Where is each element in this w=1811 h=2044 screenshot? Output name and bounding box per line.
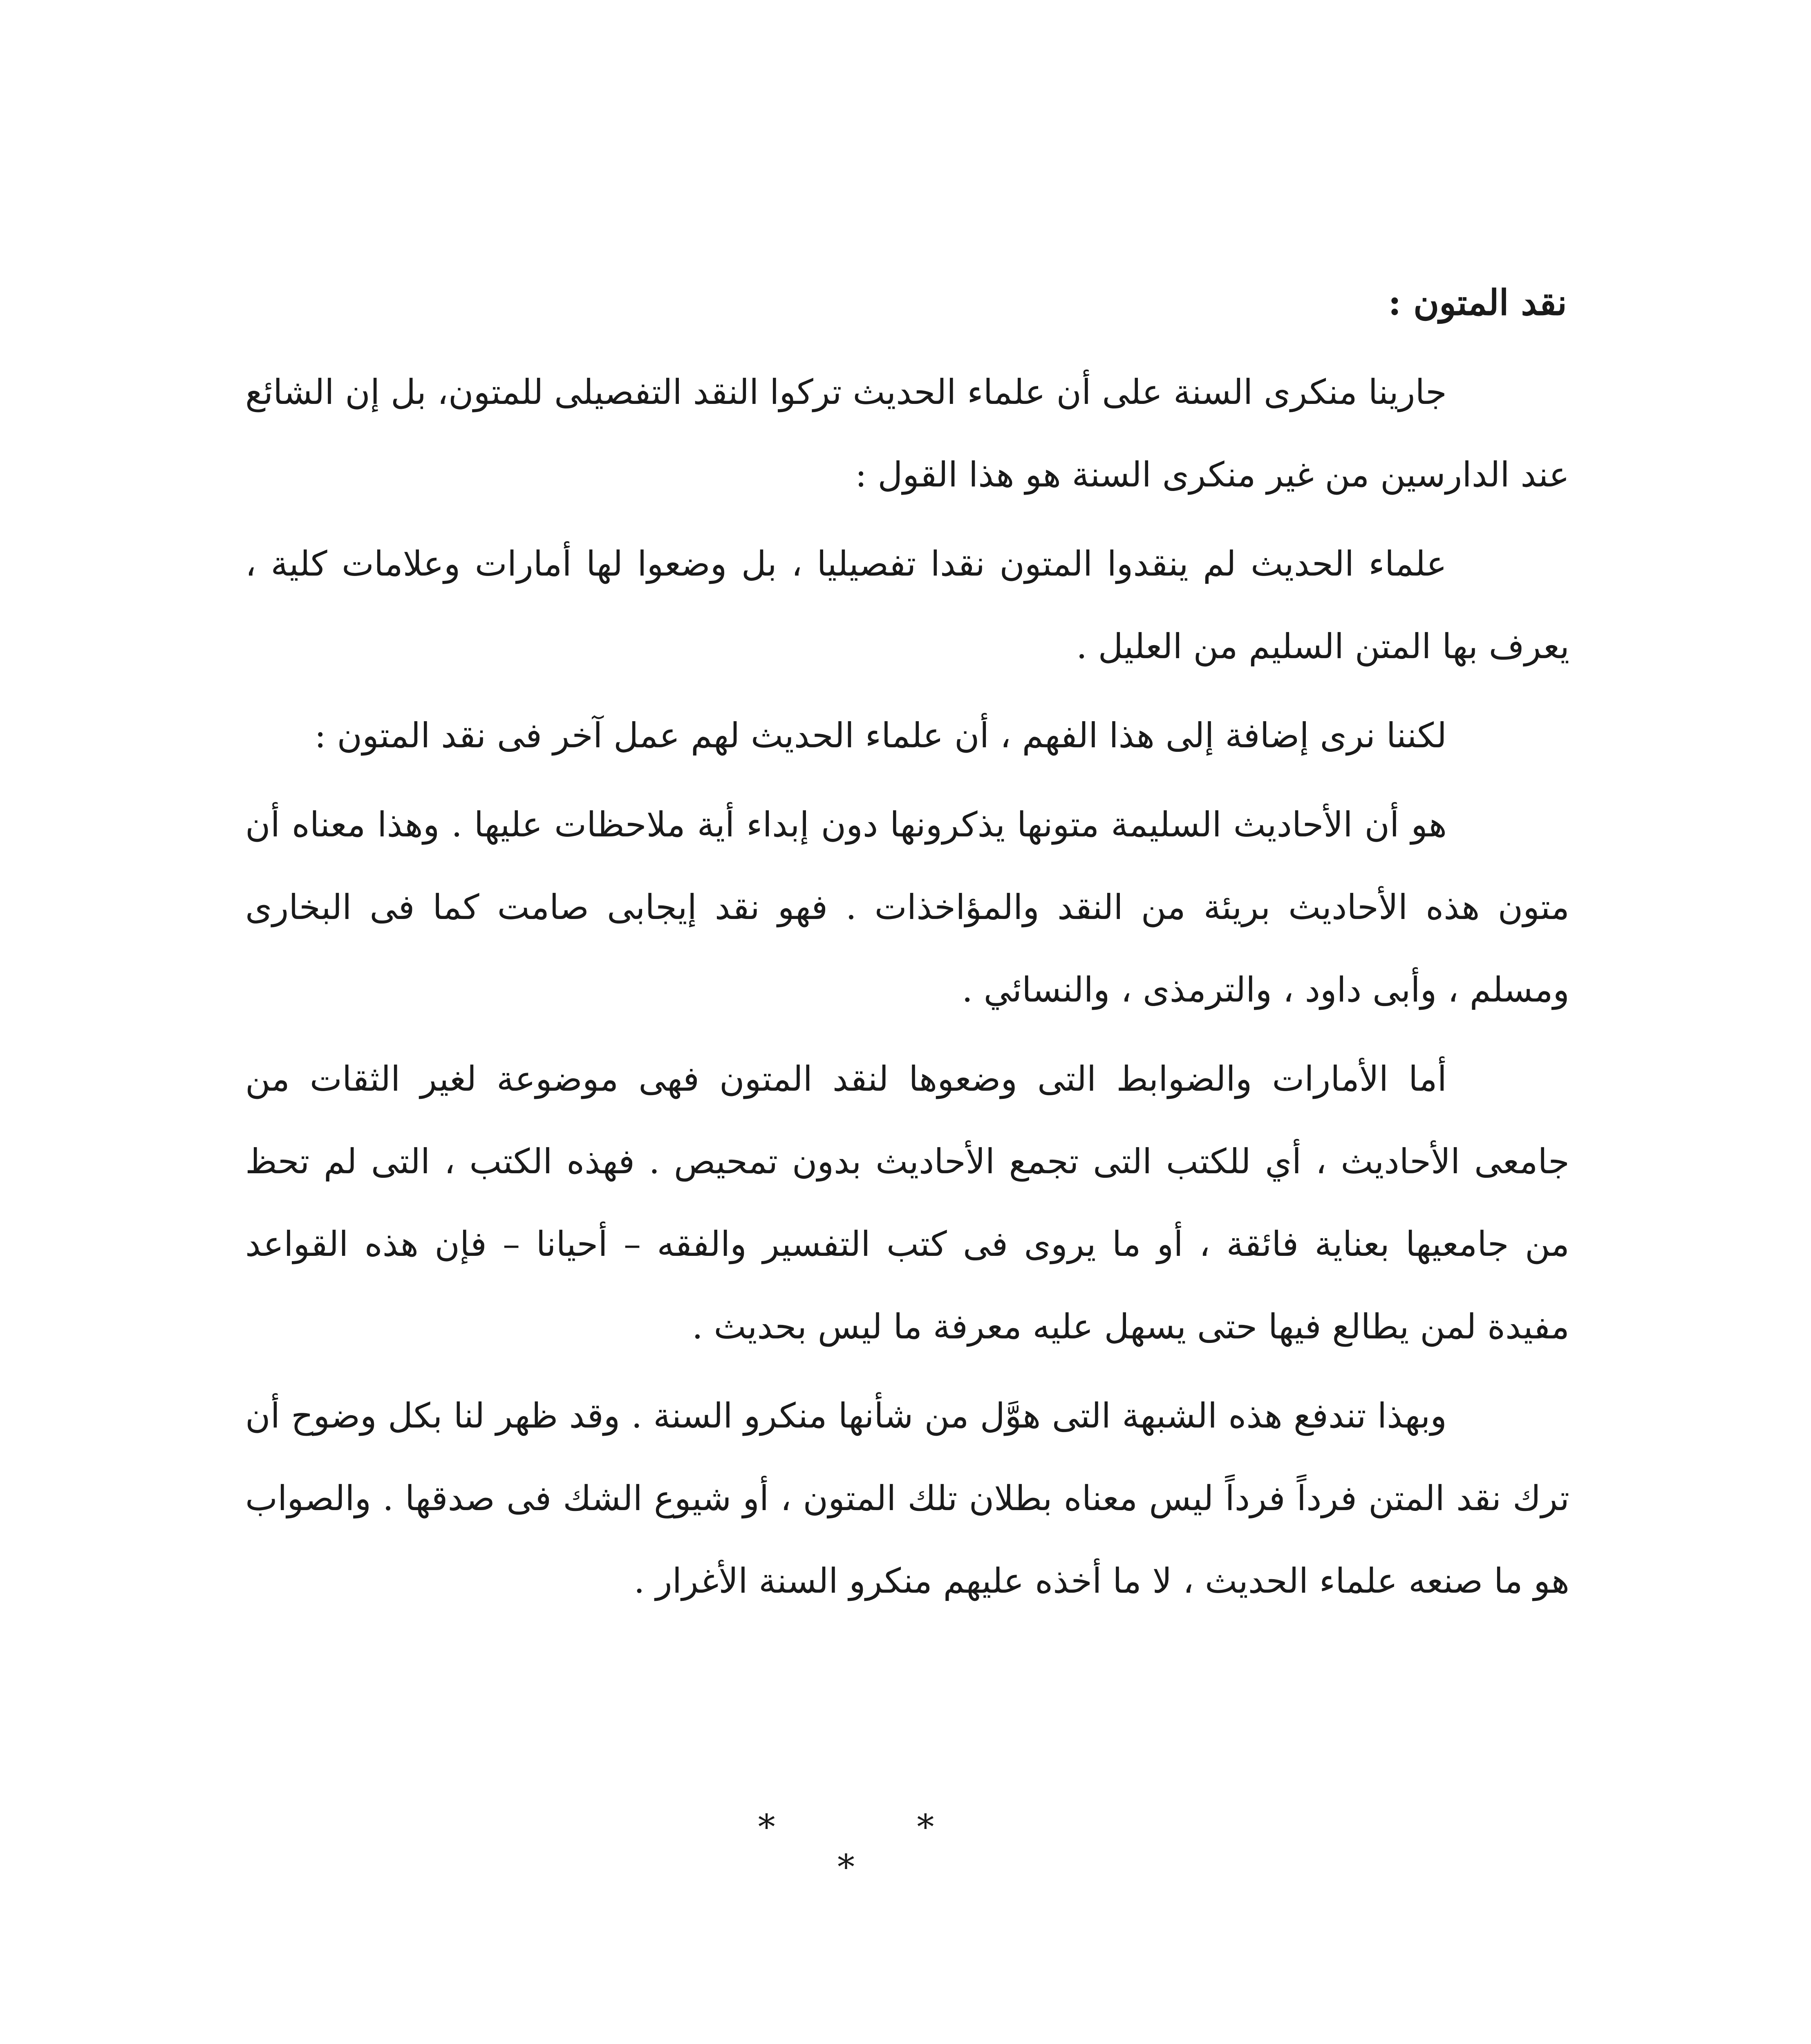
paragraph-1: جارينا منكرى السنة على أن علماء الحديث تركوا النقد التفصيلى للمتون، بل إن الشائع عند الدارسين من غير منكرى السنة هو هذا القول : [245, 372, 1569, 495]
section-separator: * * * [758, 1807, 1000, 1887]
paragraph-5: أما الأمارات والضوابط التى وضعوها لنقد المتون فهى موضوعة لغير الثقات من جامعى الأحاديث ، أي للكتب التى تجمع الأحاديث بدون تمحيص . فهذه الكتب ، التى لم تحظ من جامعيها بعناية فائقة ، أو ما يروى فى كتب التفسير والفقه – أحيانا – فإن هذه القواعد مفيدة لمن يطالع فيها حتى يسهل عليه معرفة ما ليس بحديث . [245, 1059, 1569, 1347]
section-heading: نقد المتون : [1388, 282, 1567, 323]
body-text [245, 262, 1569, 1622]
paragraph-2: علماء الحديث لم ينقدوا المتون نقدا تفصيليا ، بل وضعوا لها أمارات وعلامات كلية ، يعرف بها المتن السليم من العليل . [245, 544, 1569, 666]
paragraph-3: لكننا نرى إضافة إلى هذا الفهم ، أن علماء الحديث لهم عمل آخر فى نقد المتون : [314, 715, 1447, 755]
paragraph-4: هو أن الأحاديث السليمة متونها يذكرونها دون إبداء أية ملاحظات عليها . وهذا معناه أن متون هذه الأحاديث بريئة من النقد والمؤاخذات . فهو نقد إيجابى صامت كما فى البخارى ومسلم ، وأبى داود ، والترمذى ، والنسائي . [245, 805, 1569, 1010]
paragraph-6: وبهذا تندفع هذه الشبهة التى هوَّل من شأنها منكرو السنة . وقد ظهر لنا بكل وضوح أن ترك نقد المتن فرداً فرداً ليس معناه بطلان تلك المتون ، أو شيوع الشك فى صدقها . والصواب هو ما صنعه علماء الحديث ، لا ما أخذه عليهم منكرو السنة الأغرار . [245, 1396, 1569, 1601]
